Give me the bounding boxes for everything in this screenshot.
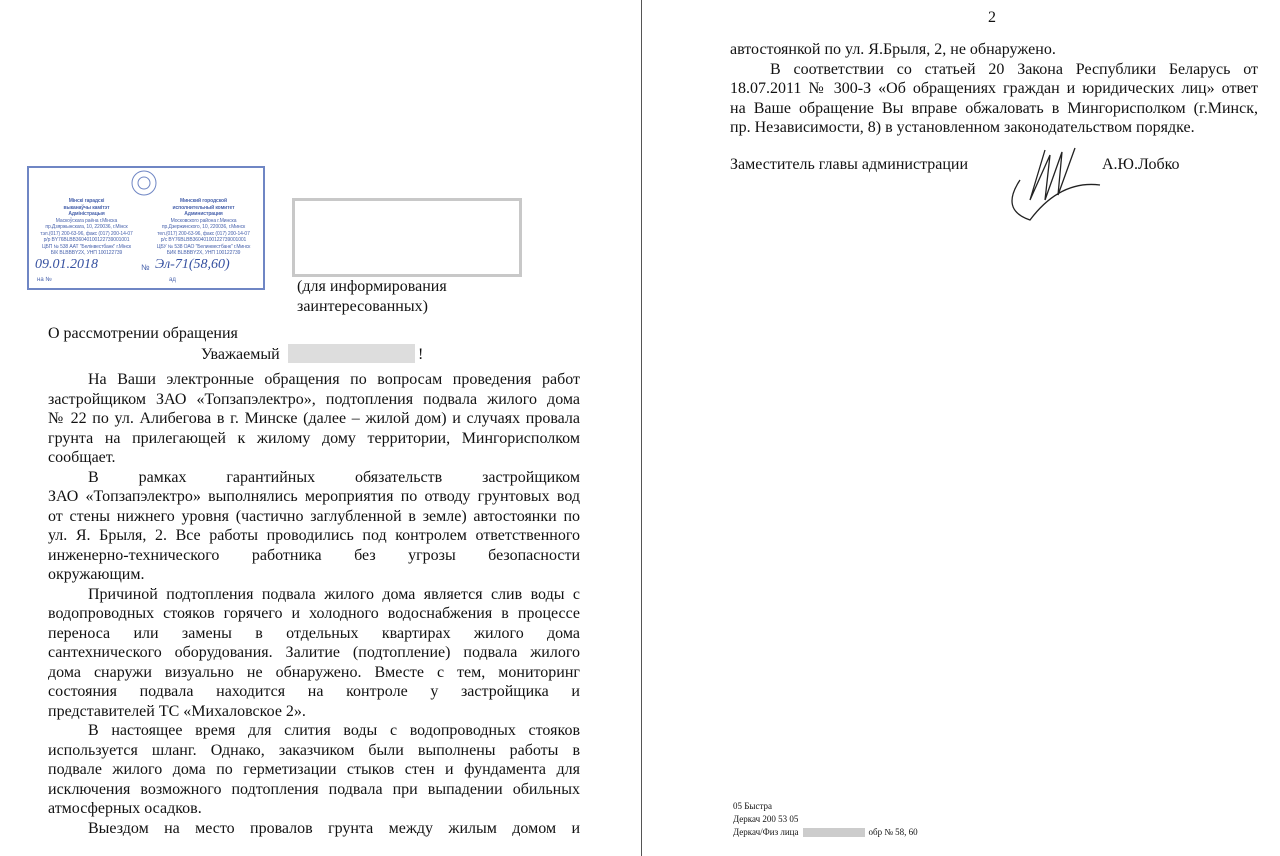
text-line: переноса или замены в отдельных квартирах жилого дома <box>48 624 580 642</box>
text-line: застройщиком ЗАО «Топзапэлектро», подтопления подвала жилого дома <box>48 390 580 408</box>
page-divider <box>641 0 642 856</box>
stamp-text-line: Администрация <box>184 211 223 217</box>
redacted-address <box>292 198 522 277</box>
text-line: В соответствии со статьей 20 Закона Республики Беларусь от <box>770 60 1258 78</box>
text-line: На Ваши электронные обращения по вопросам проведения работ <box>88 371 580 388</box>
greeting: Уважаемый <box>201 346 280 363</box>
stamp-text-line: Минский городской <box>180 198 227 204</box>
stamp-text-line: ЦБУ № 538 ОАО "Белинвестбанк" г.Минск <box>156 243 251 250</box>
signatory-position: Заместитель главы администрации <box>730 156 969 173</box>
stamp-text-line: пр.Дзержинского, 10, 220036, г.Минск <box>161 224 246 230</box>
addressee-note: заинтересованных) <box>297 298 428 315</box>
text-line: пр. Независимости, 8) в установленном законодательством порядке. <box>730 119 1195 136</box>
redacted-name <box>288 344 415 363</box>
stamp-text-line: Адміністрацыя <box>68 211 105 217</box>
text-line: Причиной подтопления подвала жилого дома является слив воды с <box>88 585 580 603</box>
text-line: В настоящее время для слития воды с водопроводных стояков <box>88 722 580 739</box>
footer-line: 05 Быстра <box>733 801 772 811</box>
addressee-note: (для информирования <box>297 278 447 295</box>
stamp-russian-text <box>146 198 261 257</box>
letter-body-page2 <box>730 40 1258 138</box>
text-line: В рамках гарантийных обязательств застройщиком <box>88 468 580 486</box>
stamp-number: Эл-71(58,60) <box>155 257 230 272</box>
stamp-text-line: пр.Дзяржынскага, 10, 220036, г.Мінск <box>45 224 128 230</box>
text-line: исключения возможного подтопления подвала при выпадении обильных <box>48 780 580 798</box>
text-line: от стены нижнего уровня (частично заглубленной в земле) автостоянки по <box>48 507 580 525</box>
text-line: Выездом на место провалов грунта между жилым домом и <box>88 819 580 837</box>
stamp-text-line: выканаўчы камітэт <box>63 204 110 211</box>
coat-of-arms-icon <box>128 169 160 197</box>
text-line: используется шланг. Однако, заказчиком были выполнены работы в <box>48 741 580 759</box>
text-line: водопроводных стояков горячего и холодного водоснабжения в процессе <box>48 605 580 622</box>
stamp-ref-suffix: ад <box>169 277 176 283</box>
text-line: атмосферных осадков. <box>48 800 202 817</box>
text-line: окружающим. <box>48 566 145 583</box>
stamp-text-line: БІК BLBBBY2X, УНП 100122739 <box>50 250 123 256</box>
footer-ref: обр № 58, 60 <box>868 827 918 837</box>
stamp-text-line: исполнительный комитет <box>172 204 235 211</box>
text-line: подвале жилого дома по герметизации стыков стен и фундамента для <box>48 761 580 778</box>
stamp-text-line: р/с BY76BLBB36040100122739001001 <box>160 237 247 243</box>
text-line: 18.07.2011 № 300-З «Об обращениях граждан и юридических лиц» ответ <box>730 80 1258 97</box>
subject-line: О рассмотрении обращения <box>48 325 238 342</box>
stamp-text-line: тел.(017) 200-63-96, факс (017) 200-14-07 <box>157 230 250 237</box>
signatory-name: А.Ю.Лобко <box>1102 156 1180 173</box>
stamp-text-line: р/р BY76BLBB36040100122739001001 <box>43 237 130 243</box>
text-line: дома снаружи визуально не обнаружено. Вместе с тем, мониторинг <box>48 663 580 681</box>
stamp-text-line: тэл.(017) 200-63-96, факс (017) 200-14-07 <box>40 230 133 237</box>
text-line: сообщает. <box>48 449 116 466</box>
text-line: автостоянкой по ул. Я.Брыля, 2, не обнаружено. <box>730 41 1056 58</box>
text-line: на Ваше обращение Вы вправе обжаловать в Мингорисполком (г.Минск, <box>730 99 1258 117</box>
stamp-belarusian-text <box>29 198 144 257</box>
page-number: 2 <box>988 9 996 26</box>
stamp-text-line: БИК BLBBBY2X, УНП 100122739 <box>166 250 241 256</box>
stamp-date: 09.01.2018 <box>35 257 98 272</box>
stamp-text-line: Московского района г.Минска <box>170 217 237 224</box>
handwritten-signature <box>990 140 1110 225</box>
text-line: состояния подвала находится на контроле у застройщика и <box>48 683 580 700</box>
stamp-ref-label: на № <box>37 277 52 283</box>
stamp-text-line: ЦБП № 538 ААТ "Белінвестбанк" г.Мінск <box>41 243 132 250</box>
footer-line: Деркач 200 53 05 <box>733 814 799 824</box>
letter-body-page1 <box>48 370 580 838</box>
text-line: представителей ТС «Михаловское 2». <box>48 702 306 720</box>
text-line: сантехнического оборудования. Залитие (подтопление) подвала жилого <box>48 644 580 661</box>
stamp-text-line: Маскоўскага раёна г.Мінска <box>55 217 118 224</box>
stamp-text-line: Мінскі гарадскі <box>68 198 105 204</box>
text-line: ЗАО «Топзапэлектро» выполнялись мероприятия по отводу грунтовых вод <box>48 488 580 505</box>
greeting-exclamation: ! <box>418 346 424 363</box>
registration-stamp <box>27 166 265 290</box>
text-line: инженерно-технического работника без угрозы безопасности <box>48 546 580 564</box>
text-line: грунта на прилегающей к жилому дому территории, Мингорисполком <box>48 429 580 447</box>
footer-line <box>733 826 918 839</box>
footer-executor: Деркач/Физ лица <box>733 827 799 837</box>
text-line: № 22 по ул. Алибегова в г. Минске (далее – жилой дом) и случаях провала <box>48 410 580 427</box>
text-line: ул. Я. Брыля, 2. Все работы проводились под контролем ответственного <box>48 527 580 544</box>
stamp-number-label: № <box>141 263 150 272</box>
redacted-footer-name <box>803 828 865 837</box>
